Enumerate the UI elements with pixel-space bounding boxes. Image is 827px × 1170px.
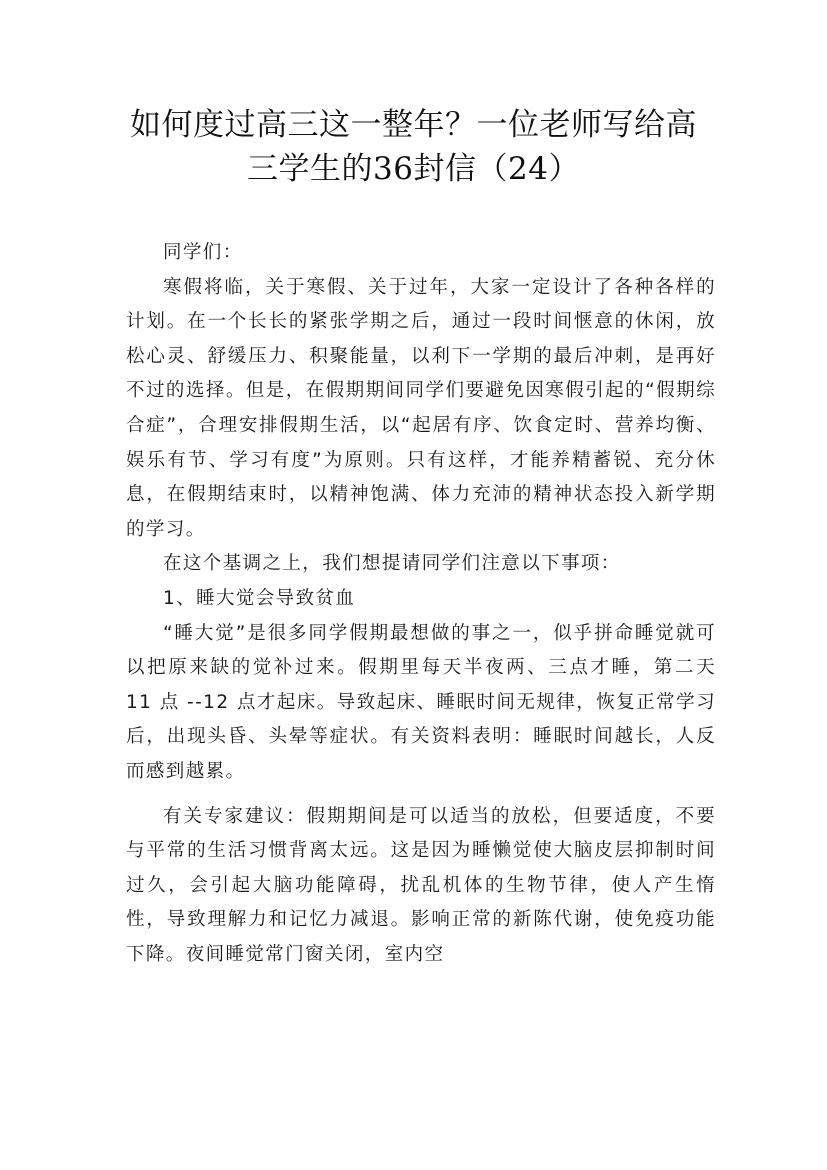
paragraph-notice: 在这个基调之上，我们想提请同学们注意以下事项： — [163, 553, 621, 575]
title-line-2: 三学生的36封信（24） — [247, 151, 580, 187]
paragraph-expert-advice: 有关专家建议：假期期间是可以适当的放松，但要适度，不要与平常的生活习惯背离太远。这是因为睡懒觉使大脑皮层抑制时间过久，会引起大脑功能障碍，扰乱机体的生物节律，使人产生惰性，导致理解力和记忆力减退。影响正常的新陈代谢，使免疫功能下降。夜间睡觉常门窗关闭，室内空 — [126, 805, 716, 965]
salutation: 同学们： — [163, 242, 243, 263]
title-line-1: 如何度过高三这一整年？一位老师写给高 — [130, 107, 697, 143]
section-heading-1: 1、睡大觉会导致贫血 — [163, 587, 356, 609]
letter-body — [126, 236, 716, 972]
paragraph-sleep: “睡大觉”是很多同学假期最想做的事之一，似乎拼命睡觉就可以把原来缺的觉补过来。假期里每天半夜两、三点才睡，第二天 11 点 --12 点才起床。导致起床、睡眠时间无规律，恢复正常学习后，出现头昏、头晕等症状。有关资料表明：睡眠时间越长，人反而感到越累。 — [126, 622, 716, 782]
paragraph-intro: 寒假将临，关于寒假、关于过年，大家一定设计了各种各样的计划。在一个长长的紧张学期之后，通过一段时间惬意的休闲，放松心灵、舒缓压力、积聚能量，以利下一学期的最后冲刺，是再好不过的选择。但是，在假期期间同学们要避免因寒假引起的“假期综合症”，合理安排假期生活，以“起居有序、饮食定时、营养均衡、娱乐有节、学习有度”为原则。只有这样，才能养精蓄锐、充分休息，在假期结束时，以精神饱满、体力充沛的精神状态投入新学期的学习。 — [126, 276, 716, 540]
